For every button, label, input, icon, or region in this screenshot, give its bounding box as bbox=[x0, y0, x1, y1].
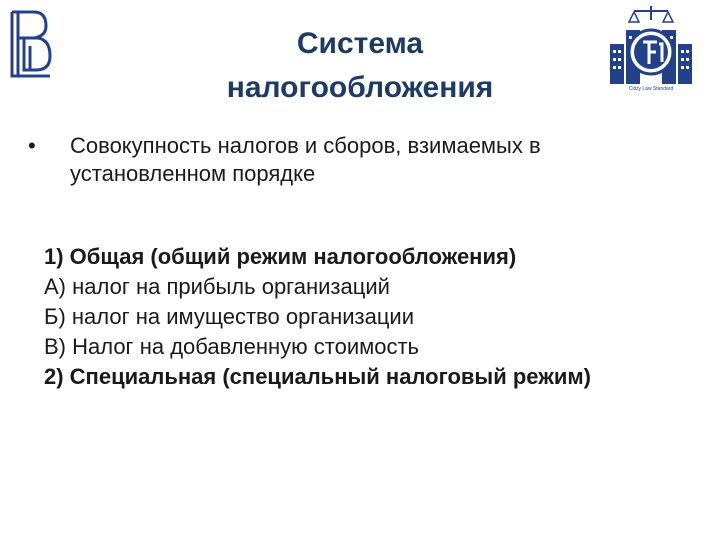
list-item-general-regime: 1) Общая (общий режим налогообложения) bbox=[44, 244, 517, 269]
bullet-dot-icon: • bbox=[28, 133, 36, 158]
law-firm-logo-icon bbox=[604, 4, 698, 96]
list-item-property-tax: Б) налог на имущество организации bbox=[44, 304, 415, 329]
list-item-profit-tax: А) налог на прибыль организаций bbox=[44, 274, 390, 299]
logo-caption: Citizy Law Standard bbox=[628, 86, 674, 92]
tax-regime-list bbox=[44, 242, 684, 392]
title-line-2: налогообложения bbox=[226, 71, 494, 104]
title-line-1: Система bbox=[296, 27, 424, 60]
definition-text: Совокупность налогов и сборов, взимаемых в установленном порядке bbox=[70, 133, 541, 186]
list-item-special-regime: 2) Специальная (специальный налоговый режим) bbox=[44, 364, 591, 389]
list-item-vat: В) Налог на добавленную стоимость bbox=[44, 334, 420, 359]
definition-bullet bbox=[28, 132, 688, 188]
slide-title bbox=[160, 22, 560, 110]
university-logo-icon bbox=[4, 6, 56, 80]
